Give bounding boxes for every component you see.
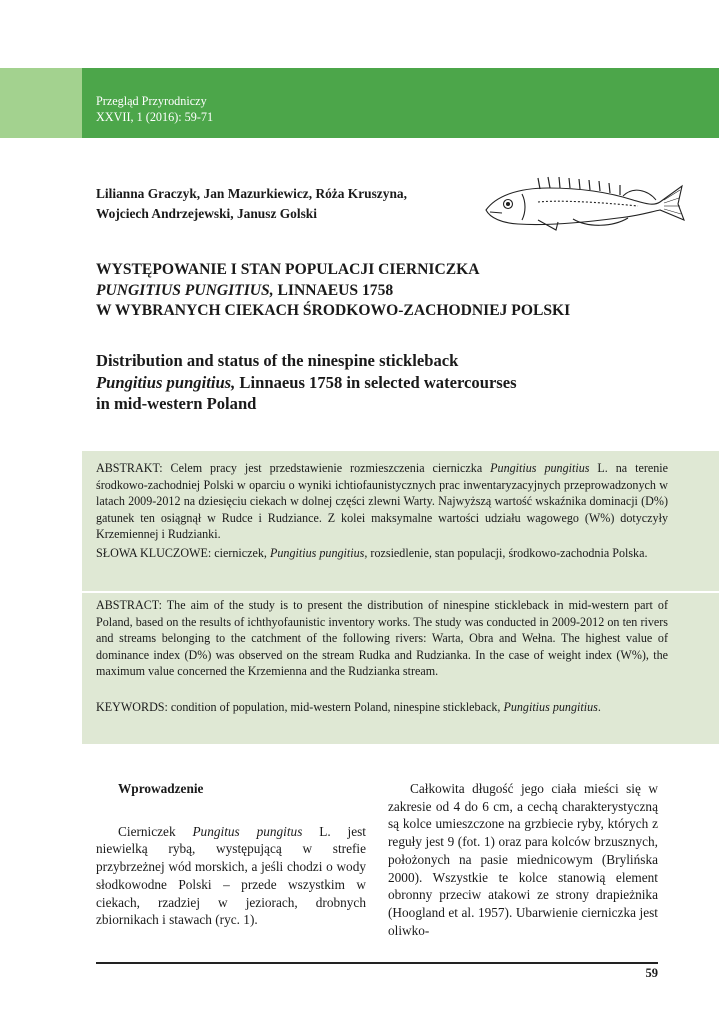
keywords-pl-species: Pungitius pungitius	[269, 546, 365, 560]
abstract-divider	[82, 591, 719, 593]
body-column-right	[388, 780, 658, 939]
title-polish	[96, 260, 656, 322]
header-tab-accent	[0, 68, 82, 138]
abstract-english: ABSTRACT: The aim of the study is to present the distribution of ninespine stickleback in mid-western part of Poland, based on the results of ichthyofaunistic inventory works. The study was conducted in 2009-2012 on ten rivers and streams belonging to the catchment of the following rivers: Warta, Obra and Wełna. The highest value of dominance index (D%) was observed on the stream Rudka and Rudzianka. In the case of weight index (W%), the maximum value concerned the Krzemienna and the Rudzianka stream.	[96, 598, 668, 678]
keywords-en-text-1: KEYWORDS: condition of population, mid-western Poland, ninespine stickleback,	[96, 700, 504, 714]
keywords-english	[96, 699, 668, 716]
abstract-pl-species: Pungitius pungitius	[490, 461, 590, 475]
page-number: 59	[645, 966, 658, 980]
title-en-line-2	[96, 372, 656, 394]
journal-info	[96, 93, 213, 125]
journal-name: Przegląd Przyrodniczy	[96, 94, 207, 108]
keywords-pl-text-2: , rozsiedlenie, stan populacji, środkowo-zachodnia Polska.	[364, 546, 648, 560]
abstract-polish	[96, 460, 668, 543]
title-pl-line-3: W WYBRANYCH CIEKACH ŚRODKOWO-ZACHODNIEJ POLSKI	[96, 302, 571, 319]
keywords-pl-text-1: SŁOWA KLUCZOWE: cierniczek,	[96, 546, 270, 560]
title-pl-line-2	[96, 281, 656, 302]
title-en-line-1: Distribution and status of the ninespine stickleback	[96, 351, 459, 370]
title-pl-species: PUNGITIUS PUNGITIUS,	[96, 281, 274, 299]
title-en-species: Pungitius pungitius,	[96, 372, 236, 392]
body-column-left	[96, 780, 366, 929]
journal-header-band	[0, 68, 719, 138]
title-english	[96, 350, 656, 415]
intro-left-text-2: L. jest niewielką rybą, występującą w strefie przybrzeżnej wód morskich, a jeśli chodzi o wody słodkowodne Polski – przede wszystkim w ciekach, rzadziej w jeziorach, drobnych zbiornikach i stawach (ryc. 1).	[96, 823, 366, 928]
title-pl-line-2-rest: LINNAEUS 1758	[273, 281, 394, 299]
title-en-line-2-rest: Linnaeus 1758 in selected watercourses	[235, 372, 517, 392]
keywords-polish	[96, 545, 668, 562]
abstract-pl-text-2: L. na terenie środkowo-zachodniej Polski w oparciu o wyniki ichtiofaunistycznych prac inwentaryzacyjnych przeprowadzonych w latach 2009-2012 na dziesięciu ciekach w dolnej części zlewni Warty. Najwyższą wartość wskaźnika dominacji (D%) gatunek ten osiągnął w Rudce i Rudziance. Z kolei maksymalne wartości udziału wagowego (W%) dotyczyły Krzemiennej i Rudzianki.	[96, 461, 669, 541]
title-pl-line-1: WYSTĘPOWANIE I STAN POPULACJI CIERNICZKA	[96, 261, 480, 278]
keywords-en-species: Pungitius pungitius	[503, 700, 598, 714]
intro-left-species: Pungitus pungitus	[192, 823, 303, 839]
abstract-box	[82, 451, 719, 744]
stickleback-fish-illustration	[478, 172, 686, 232]
intro-paragraph-left	[96, 823, 366, 929]
title-en-line-3: in mid-western Poland	[96, 394, 257, 413]
footer-rule	[96, 962, 658, 964]
authors-block	[96, 184, 476, 223]
journal-volume: XXVII, 1 (2016): 59-71	[96, 110, 214, 124]
intro-paragraph-right: Całkowita długość jego ciała mieści się w zakresie od 4 do 6 cm, a cechą charakterystyczną są kolce umieszczone na grzbiecie ryby, których z reguły jest 9 (fot. 1) oraz para kolców brzusznych, położonych na pasie miednicowym (Brylińska 2000). Wszystkie te kolce stanowią element obronny przeciw atakowi ze strony drapieżnika (Hoogland et al. 1957). Ubarwienie cierniczka jest oliwko-	[388, 781, 658, 938]
authors-line-1: Lilianna Graczyk, Jan Mazurkiewicz, Róża Kruszyna,	[96, 186, 407, 201]
keywords-en-text-2: .	[597, 700, 601, 714]
abstract-pl-text-1: ABSTRAKT: Celem pracy jest przedstawienie rozmieszczenia cierniczka	[96, 461, 491, 475]
intro-left-text-1: Cierniczek	[118, 823, 193, 839]
section-heading: Wprowadzenie	[118, 781, 204, 796]
authors-line-2: Wojciech Andrzejewski, Janusz Golski	[96, 205, 317, 221]
